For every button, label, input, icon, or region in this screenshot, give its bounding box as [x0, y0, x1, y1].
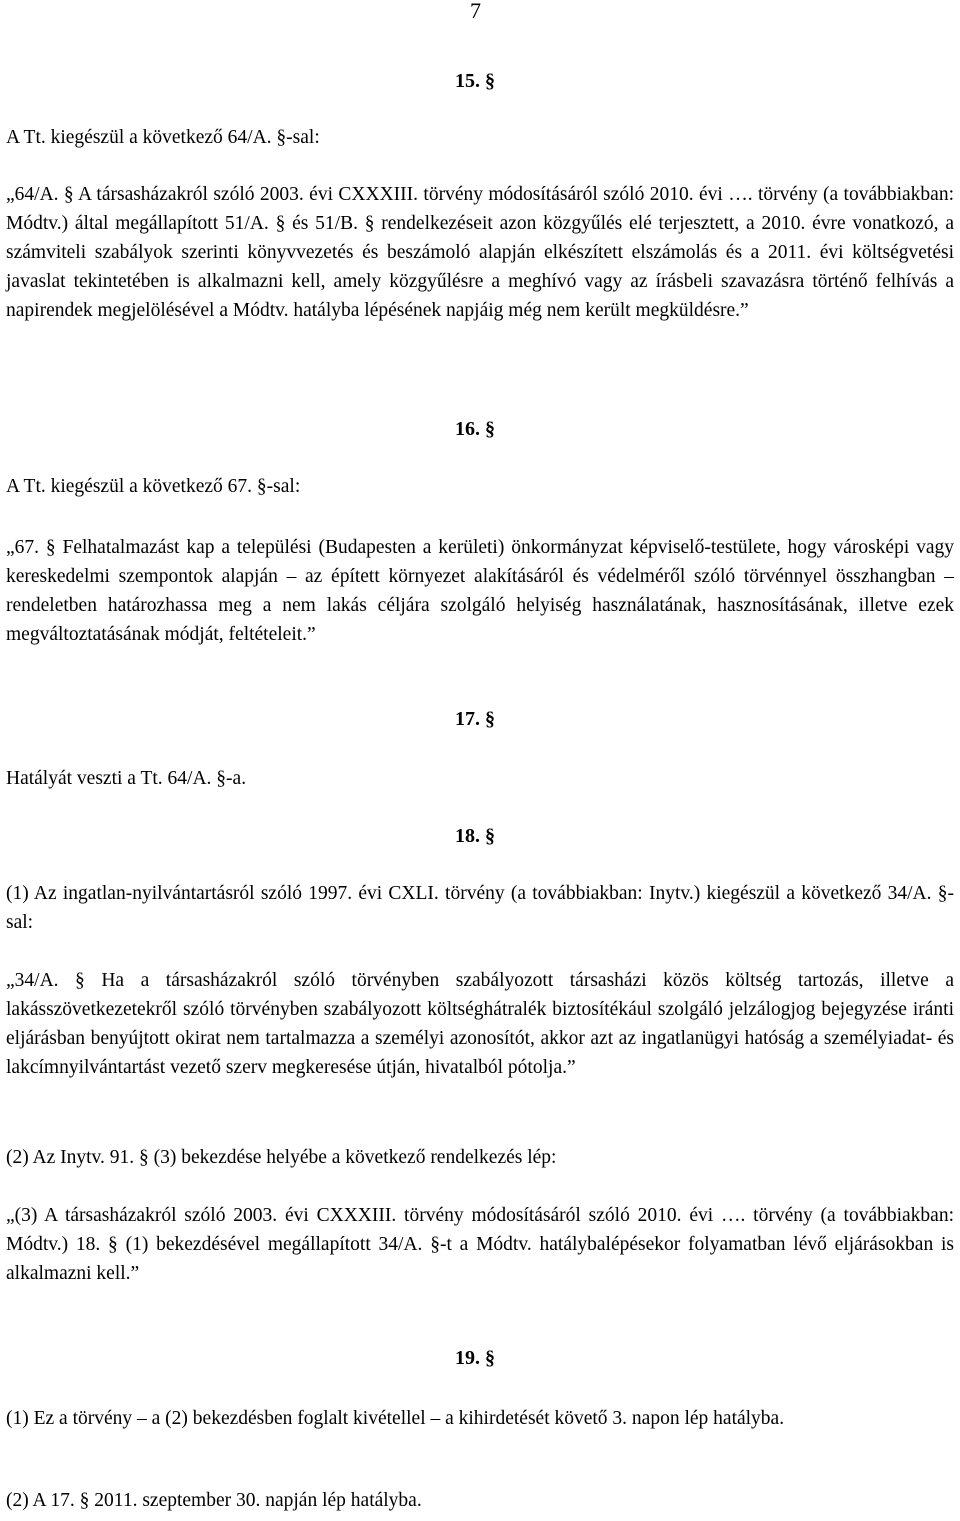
section-15-heading: 15. § — [455, 70, 495, 92]
section-15-intro: A Tt. kiegészül a következő 64/A. §-sal: — [6, 127, 320, 148]
page-number: 7 — [470, 0, 481, 23]
section-17-heading: 17. § — [455, 708, 495, 730]
section-18-paragraph-2: „34/A. § Ha a társasházakról szóló törvényben szabályozott társasházi közös költség tartozás, illetve a lakásszövetkezetekről szóló törvényben szabályozott költséghátralék biztosítékául szolgáló jelzálogjog bejegyzése iránti eljárásban benyújtott okirat nem tartalmazza a személyi azonosítót, akkor azt az ingatlanügyi hatóság a személyiadat- és lakcímnyilvántartást vezető szerv megkeresése útján, hivatalból pótolja.” — [6, 970, 954, 1078]
section-17-text: Hatályát veszti a Tt. 64/A. §-a. — [6, 768, 247, 789]
section-16-heading: 16. § — [455, 418, 495, 440]
section-18-paragraph-4: „(3) A társasházakról szóló 2003. évi CXXXIII. törvény módosításáról szóló 2010. évi …. törvény (a továbbiakban: Módtv.) 18. § (1) bekezdésével megállapított 34/A. §-t a Módtv. hatálybalépésekor folyamatban lévő eljárásokban is alkalmazni kell.” — [6, 1205, 954, 1284]
section-18-paragraph-3: (2) Az Inytv. 91. § (3) bekezdése helyébe a következő rendelkezés lép: — [6, 1147, 557, 1168]
section-16-intro: A Tt. kiegészül a következő 67. §-sal: — [6, 476, 301, 497]
section-19-paragraph-2: (2) A 17. § 2011. szeptember 30. napján lép hatályba. — [6, 1490, 422, 1511]
section-19-heading: 19. § — [455, 1347, 495, 1369]
section-18-heading: 18. § — [455, 825, 495, 847]
section-15-text: „64/A. § A társasházakról szóló 2003. évi CXXXIII. törvény módosításáról szóló 2010. évi …. törvény (a továbbiakban: Módtv.) által megállapított 51/A. § és 51/B. § rendelkezéseit azon közgyűlés elé terjesztett, a 2010. évre vonatkozó, a számviteli szabályok szerinti könyvvezetés és beszámoló alapján elkészített elszámolás és a 2011. évi költségvetési javaslat tekintetében is alkalmazni kell, amely közgyűlésre a meghívó vagy az írásbeli szavazásra történő felhívás a napirendek megjelölésével a Módtv. hatályba lépésének napjáig még nem került megküldésre.” — [6, 184, 954, 321]
section-19-paragraph-1: (1) Ez a törvény – a (2) bekezdésben foglalt kivétellel – a kihirdetését követő 3. napon lép hatályba. — [6, 1408, 785, 1429]
section-18-paragraph-1: (1) Az ingatlan-nyilvántartásról szóló 1997. évi CXLI. törvény (a továbbiakban: Inytv.) kiegészül a következő 34/A. §-sal: — [6, 883, 954, 933]
section-16-text: „67. § Felhatalmazást kap a települési (Budapesten a kerületi) önkormányzat képviselő-testülete, hogy városképi vagy kereskedelmi szempontok alapján – az épített környezet alakításáról és védelméről szóló törvénnyel összhangban – rendeletben határozhassa meg a nem lakás céljára szolgáló helyiség használatának, hasznosításának, illetve ezek megváltoztatásának módját, feltételeit.” — [6, 537, 954, 645]
